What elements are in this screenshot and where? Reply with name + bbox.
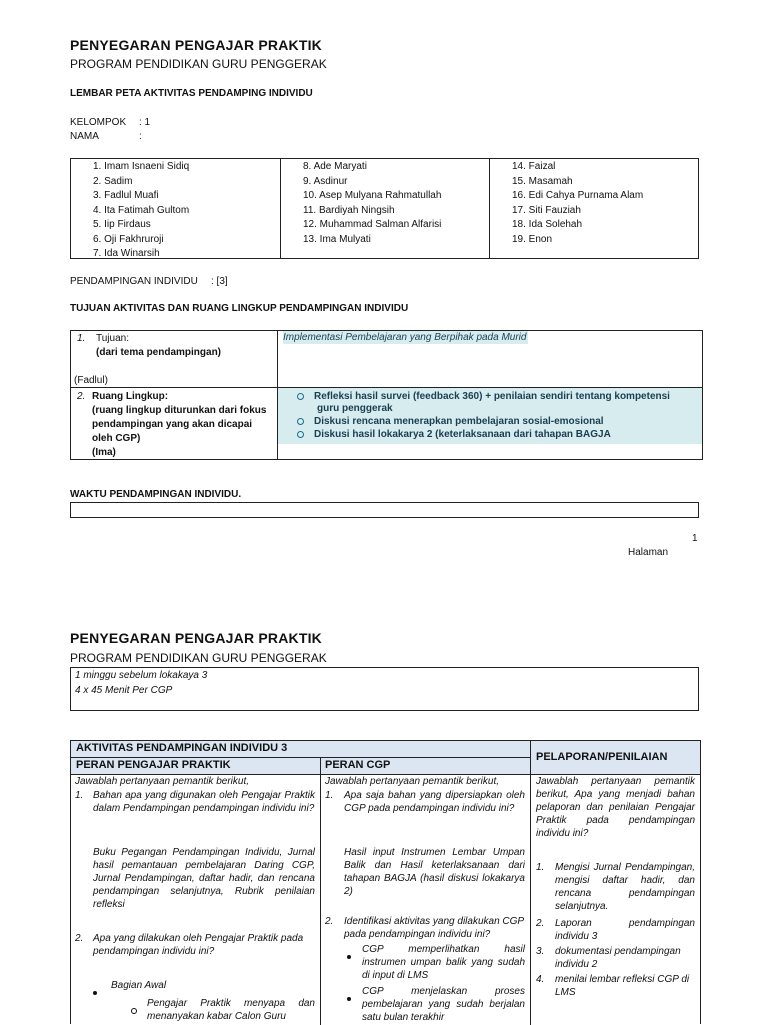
names-column-2 xyxy=(303,160,441,247)
cgp-a1: Hasil input Instrumen Lembar Umpan Balik dan Hasil keterlaksanaan dari tahapan BAGJA (hasil diskusi lokakarya 2) xyxy=(344,847,525,897)
row1-number: 1. xyxy=(77,333,86,344)
cgp-intro: Jawablah pertanyaan pemantik berikut, xyxy=(325,776,499,787)
ruang-lingkup-item-3: Diskusi hasil lokakarya 2 (keterlaksanaan dari tahapan BAGJA xyxy=(297,428,611,441)
tujuan-heading: TUJUAN AKTIVITAS DAN RUANG LINGKUP PENDAMPINGAN INDIVIDU xyxy=(70,303,409,314)
column-header-cgp: PERAN CGP xyxy=(325,759,391,771)
row2-author: (Ima) xyxy=(92,447,116,458)
list-item: 6. Oji Fakhruroji xyxy=(93,233,164,245)
cgp-q1-number: 1. xyxy=(325,790,334,801)
nama-label: NAMA xyxy=(70,131,99,142)
tujuan-table xyxy=(70,330,703,460)
names-table xyxy=(70,158,699,259)
kelompok-label: KELOMPOK xyxy=(70,117,127,128)
pel-item-2-number: 2. xyxy=(536,918,545,929)
column-header-pp: PERAN PENGAJAR PRAKTIK xyxy=(76,759,231,771)
cgp-q2: Identifikasi aktivitas yang dilakukan CGP pada pendampingan individu ini? xyxy=(344,916,524,940)
tujuan-value: Implementasi Pembelajaran yang Berpihak pada Murid xyxy=(283,332,527,343)
ruang-lingkup-item-1: Refleksi hasil survei (feedback 360) + penilaian sendiri tentang kompetensi xyxy=(297,390,670,403)
list-item: 4. Ita Fatimah Gultom xyxy=(93,204,190,216)
list-item: 13. Ima Mulyati xyxy=(303,233,371,245)
circle-bullet-icon xyxy=(297,431,304,438)
page2-subtitle: PROGRAM PENDIDIKAN GURU PENGGERAK xyxy=(70,651,327,665)
waktu-line-2: 4 x 45 Menit Per CGP xyxy=(75,685,173,696)
cgp-b1: CGP memperlihatkan hasil instrumen umpan balik yang sudah di input di LMS xyxy=(362,944,525,981)
page-number: 1 xyxy=(692,533,698,544)
list-item: 10. Asep Mulyana Rahmatullah xyxy=(303,190,442,201)
names-column-1 xyxy=(93,160,189,262)
list-item: 8. Ade Maryati xyxy=(303,161,367,172)
kelompok-value: : 1 xyxy=(139,117,151,128)
waktu-line-1: 1 minggu sebelum lokakaya 3 xyxy=(75,670,208,681)
list-item: 19. Enon xyxy=(512,233,553,245)
ring-bullet-icon xyxy=(131,1002,137,1020)
pp-q2-number: 2. xyxy=(75,933,84,944)
row1-label: Tujuan: xyxy=(96,333,129,344)
row2-sub-1: (ruang lingkup diturunkan dari fokus xyxy=(92,405,267,416)
pp-intro: Jawablah pertanyaan pemantik berikut, xyxy=(75,776,249,787)
list-item: 3. Fadlul Muafi xyxy=(93,190,159,201)
list-item: 11. Bardiyah Ningsih xyxy=(303,204,395,216)
list-item: 17. Siti Fauziah xyxy=(512,204,581,216)
row1-author: (Fadlul) xyxy=(74,375,108,386)
pp-q1-number: 1. xyxy=(75,790,84,801)
list-item: 15. Masamah xyxy=(512,175,573,187)
pel-item-1-number: 1. xyxy=(536,862,545,873)
pel-intro: Jawablah pertanyaan pemantik berikut, Apa yang menjadi bahan pelaporan dan penilaian Pengajar Praktik pada pendampingan individu ini? xyxy=(536,776,695,839)
pendampingan-value: : [3] xyxy=(211,276,228,287)
pp-bagian-awal: Bagian Awal xyxy=(111,980,167,991)
names-column-3 xyxy=(512,160,643,247)
pp-q2: Apa yang dilakukan oleh Pengajar Praktik pada pendampingan individu ini? xyxy=(93,933,304,957)
circle-bullet-icon xyxy=(297,418,304,425)
nama-value: : xyxy=(139,131,142,142)
bullet-icon xyxy=(347,990,351,1008)
list-item: 2. Sadim xyxy=(93,175,133,187)
pp-sub-1: Pengajar Praktik menyapa dan menanyakan kabar Calon Guru xyxy=(147,998,315,1022)
activity-title: AKTIVITAS PENDAMPINGAN INDIVIDU 3 xyxy=(76,742,288,754)
page-subtitle: PROGRAM PENDIDIKAN GURU PENGGERAK xyxy=(70,57,327,71)
waktu-detail-box xyxy=(70,667,699,711)
pel-item-2: Laporan pendampingan individu 3 xyxy=(555,918,695,942)
row2-sub-2: pendampingan yang akan dicapai xyxy=(92,419,253,430)
pel-item-3: dokumentasi pendampingan individu 2 xyxy=(555,946,681,970)
list-item: 16. Edi Cahya Purnama Alam xyxy=(512,190,644,201)
bullet-icon xyxy=(347,948,351,966)
page2-title: PENYEGARAN PENGAJAR PRAKTIK xyxy=(70,630,322,646)
bullet-icon xyxy=(93,984,97,1002)
waktu-box xyxy=(70,502,699,518)
pp-q1: Bahan apa yang digunakan oleh Pengajar Praktik dalam Pendampingan pendampingan individu ini? xyxy=(93,790,315,814)
list-item: 12. Muhammad Salman Alfarisi xyxy=(303,219,442,230)
list-item: 9. Asdinur xyxy=(303,175,348,187)
page-title: PENYEGARAN PENGAJAR PRAKTIK xyxy=(70,37,322,53)
circle-bullet-icon xyxy=(297,393,304,400)
ruang-lingkup-item-2: Diskusi rencana menerapkan pembelajaran sosial-emosional xyxy=(297,415,604,428)
pel-item-4-number: 4. xyxy=(536,974,545,985)
waktu-heading: WAKTU PENDAMPINGAN INDIVIDU. xyxy=(70,489,242,500)
activity-table xyxy=(70,740,701,1024)
row2-number: 2. xyxy=(77,391,86,402)
list-item: 1. Imam Isnaeni Sidiq xyxy=(93,161,190,172)
pp-a1: Buku Pegangan Pendampingan Individu, Jurnal hasil pemantauan pembelajaran Daring CGP, Jurnal Pendampingan, daftar hadir, dan rencana pendampingan selanjutnya, Rubrik penilaian refleksi xyxy=(93,847,315,910)
cgp-q1: Apa saja bahan yang dipersiapkan oleh CGP pada pendampingan individu ini? xyxy=(344,790,525,814)
ruang-lingkup-item-1-cont: guru penggerak xyxy=(317,403,393,414)
pel-item-4: menilai lembar refleksi CGP di LMS xyxy=(555,974,690,998)
column-header-pelaporan: PELAPORAN/PENILAIAN xyxy=(536,751,668,763)
list-item: 18. Ida Solehah xyxy=(512,219,583,230)
cgp-q2-number: 2. xyxy=(325,916,334,927)
list-item: 14. Faizal xyxy=(512,161,556,172)
list-item: 7. Ida Winarsih xyxy=(93,248,160,259)
list-item: 5. Iip Firdaus xyxy=(93,219,151,230)
sheet-title: LEMBAR PETA AKTIVITAS PENDAMPING INDIVIDU xyxy=(70,88,313,99)
pel-item-3-number: 3. xyxy=(536,946,545,957)
row2-label: Ruang Lingkup: xyxy=(92,391,169,402)
row2-sub-3: oleh CGP) xyxy=(92,433,141,444)
row1-sub: (dari tema pendampingan) xyxy=(96,347,222,358)
pendampingan-label: PENDAMPINGAN INDIVIDU xyxy=(70,276,198,287)
cgp-b2: CGP menjelaskan proses pembelajaran yang sudah berjalan satu bulan terakhir xyxy=(362,986,525,1023)
page-label: Halaman xyxy=(628,547,669,558)
pel-item-1: Mengisi Jurnal Pendampingan, mengisi daftar hadir, dan rencana pendampingan selanjutnya. xyxy=(555,862,695,912)
